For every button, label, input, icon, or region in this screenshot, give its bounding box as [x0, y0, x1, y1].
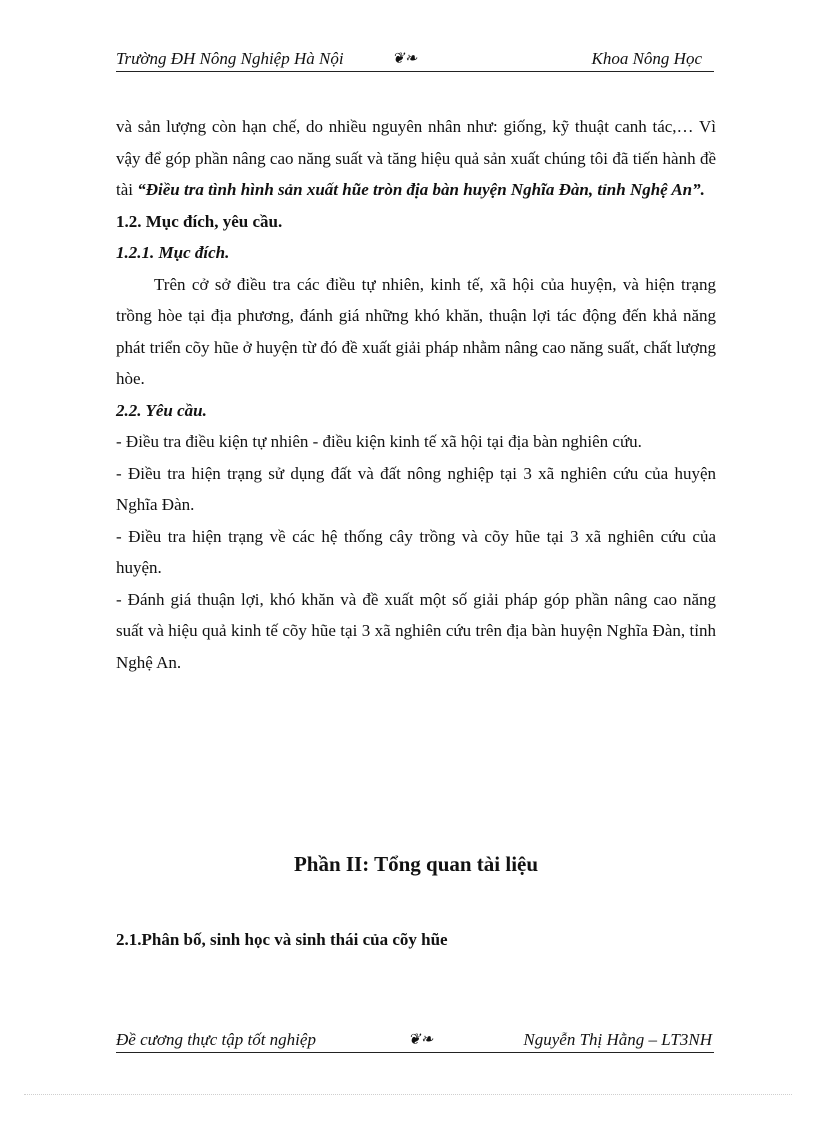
- footer-ornament-icon: ❦❧: [408, 1032, 434, 1048]
- purpose-paragraph: Trên cở sở điều tra các điều tự nhiên, kinh tế, xã hội của huyện, và hiện trạng trồng hòe tại địa phương, đánh giá những khó khăn, thuận lợi tác động đến khả năng phát triển cõy hũe ở huyện từ đó đề xuất giải pháp nhằm nâng cao năng suất, chất lượng hòe.: [116, 274, 716, 388]
- heading-1-2-1: 1.2.1. Mục đích.: [116, 243, 230, 262]
- heading-1-2: 1.2. Mục đích, yêu cầu.: [116, 211, 283, 231]
- requirement-item-2: - Điều tra hiện trạng sử dụng đất và đất nông nghiệp tại 3 xã nghiên cứu của huyện Nghĩa Đàn.: [116, 463, 716, 514]
- document-body: [116, 111, 716, 678]
- page-bottom-divider: [24, 1094, 792, 1095]
- heading-2-2: 2.2. Yêu cầu.: [116, 400, 207, 420]
- requirement-item-3: - Điều tra hiện trạng về các hệ thống cây trồng và cõy hũe tại 3 xã nghiên cứu của huyện.: [116, 526, 716, 577]
- footer-document-type: Đề cương thực tập tốt nghiệp: [116, 1030, 316, 1049]
- header-school: Trường ĐH Nông Nghiệp Hà Nội: [116, 49, 344, 68]
- requirement-item-1: - Điều tra điều kiện tự nhiên - điều kiện kinh tế xã hội tại địa bàn nghiên cứu.: [116, 432, 642, 451]
- part-title: Phần II: Tổng quan tài liệu: [293, 852, 539, 876]
- footer-author: Nguyễn Thị Hằng – LT3NH: [523, 1030, 712, 1049]
- header-ornament-icon: ❦❧: [392, 51, 418, 67]
- intro-text: và sản lượng còn hạn chế, do nhiều nguyên nhân như: giống, kỹ thuật canh tác,… Vì vậy để góp phần nâng cao năng suất và tăng hiệu quả sản xuất chúng tôi đã tiến hành đề tài: [116, 117, 716, 199]
- intro-topic-title: “Điều tra tình hình sản xuất hũe tròn địa bàn huyện Nghĩa Đàn, tỉnh Nghệ An”.: [137, 180, 705, 199]
- page-header: [116, 47, 714, 72]
- requirement-item-4: - Đánh giá thuận lợi, khó khăn và đề xuất một số giải pháp góp phần nâng cao năng suất và hiệu quả kinh tế cõy hũe tại 3 xã nghiên cứu trên địa bàn huyện Nghĩa Đàn, tỉnh Nghệ An.: [116, 589, 716, 672]
- page-footer: [116, 1028, 714, 1053]
- header-faculty: Khoa Nông Học: [591, 49, 702, 68]
- section-2-1-heading: 2.1.Phân bố, sinh học và sinh thái của cõy hũe: [116, 930, 448, 949]
- intro-paragraph: [116, 111, 716, 206]
